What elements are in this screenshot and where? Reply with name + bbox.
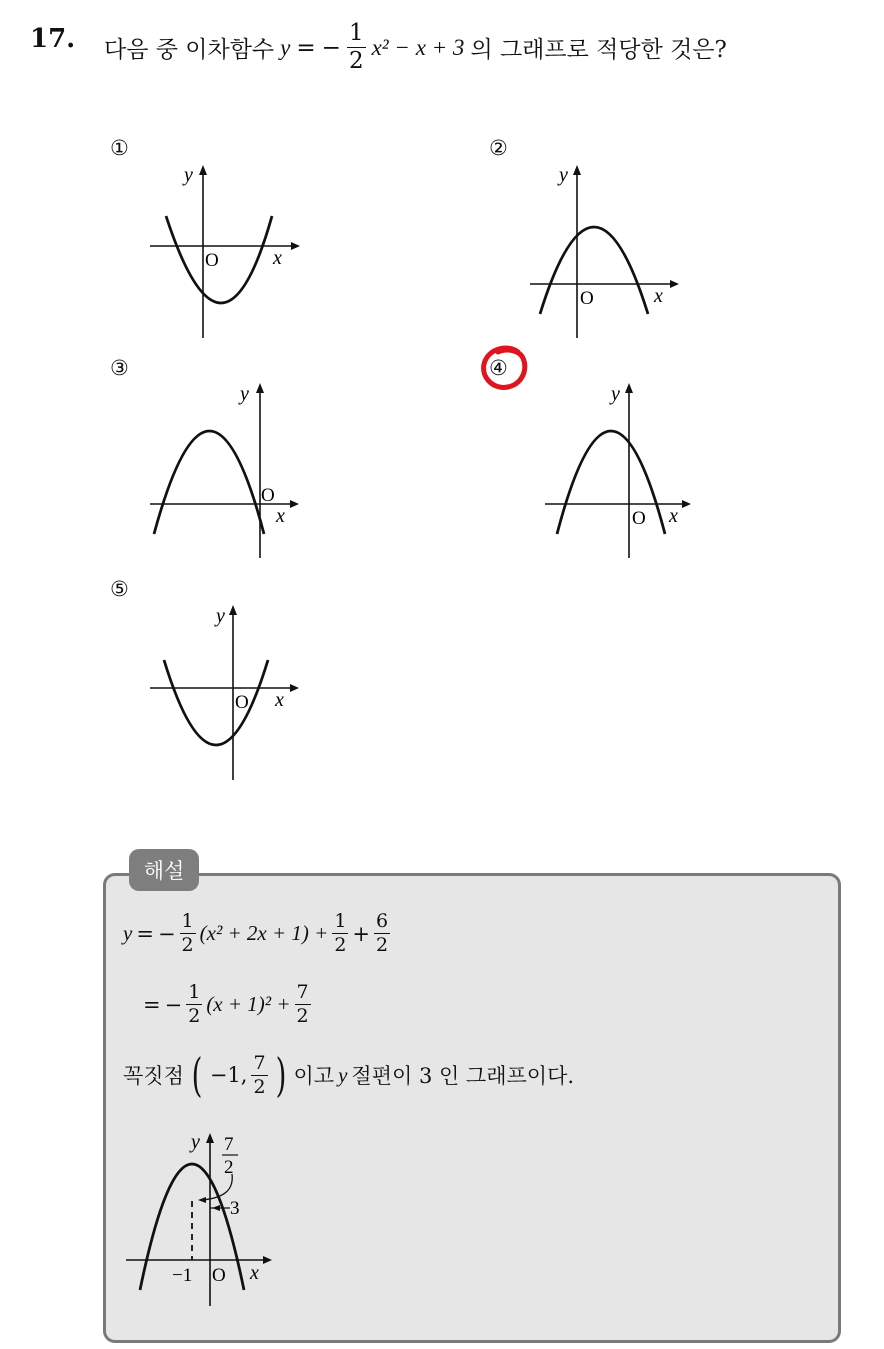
sol3-y: y [338,1062,348,1087]
vertex-x-label: −1 [172,1265,193,1286]
sol1-minus: − [157,921,176,946]
y-axis-label: y [559,164,568,186]
sol2-frac-1-num: 1 [188,981,201,1003]
choice-5-label[interactable]: ⑤ [110,577,129,601]
choice-1-label[interactable]: ① [110,136,129,160]
sol3-point: −1, [209,1063,248,1087]
sol1-frac-1-den: 2 [181,934,194,956]
sol1-frac-3-den: 2 [376,934,389,956]
eq-rest: x² − x + 3 [371,34,465,60]
sol1-frac-3-num: 6 [376,910,389,932]
sol1-frac-1-num: 1 [181,910,194,932]
choice-2-graph [520,160,690,345]
sol2-frac-2-den: 2 [296,1005,309,1027]
choice-3-label[interactable]: ③ [110,356,129,380]
x-axis-label: x [276,505,285,527]
sol3-frac-den: 2 [253,1075,266,1098]
sol2-frac-1 [186,983,202,1026]
x-axis-label: x [250,1262,259,1284]
sol3-frac-num: 7 [253,1051,266,1074]
sol3-rparen: ) [275,1048,286,1102]
solution-line-3 [123,1048,575,1102]
sol1-frac-2 [332,912,348,955]
sol2-minus: − [164,992,183,1017]
origin-label: O [580,288,594,309]
y-axis-label: y [184,164,193,186]
solution-line-2 [143,983,311,1026]
eq-fraction-num: 1 [348,20,364,46]
sol1-frac-3 [374,912,390,955]
sol2-mid: (x + 1)² + [206,992,291,1016]
sol2-eq: = [143,992,161,1017]
y-axis-label: y [216,605,225,627]
origin-label: O [261,485,275,506]
solution-line-1 [123,912,390,955]
question-text [104,22,727,73]
x-axis-label: x [275,689,284,711]
solution-tag: 해설 [129,849,199,891]
y-intercept-label: 3 [230,1198,240,1219]
question-number: 17. [30,24,76,54]
sol1-plus: + [352,921,371,946]
y-axis-label: y [240,383,249,405]
eq-minus: − [321,34,341,61]
sol3-suffix: 절편이 3 인 그래프이다. [351,1064,575,1088]
sol1-frac-1 [180,912,196,955]
y-axis-label: y [191,1131,200,1153]
sol3-prefix: 꼭짓점 [123,1064,184,1088]
sol3-frac [251,1051,267,1098]
origin-label: O [235,692,249,713]
choice-4-label[interactable]: ④ [489,356,508,380]
choice-5-graph [140,600,310,785]
sol1-eq: = [136,921,154,946]
question-text-after: 의 그래프로 적당한 것은? [470,37,727,63]
sol1-frac-2-num: 1 [334,910,347,932]
vertex-y-frac-den: 2 [224,1157,234,1178]
origin-label: O [632,508,646,529]
eq-fraction-den: 2 [348,48,364,74]
sol2-frac-2-num: 7 [296,981,309,1003]
x-axis-label: x [273,247,282,269]
origin-label: O [205,250,219,271]
sol3-mid: 이고 [293,1064,335,1088]
sol3-lparen: ( [191,1048,203,1102]
sol2-frac-2 [295,983,311,1026]
x-axis-label: x [654,285,663,307]
choice-3-graph [140,378,310,563]
solution-graph [118,1128,288,1313]
answer-mark-circle [478,342,532,394]
x-axis-label: x [669,505,678,527]
choice-1-graph [140,160,310,345]
sol1-y: y [123,921,133,945]
question-text-before: 다음 중 이차함수 [104,37,275,63]
sol1-frac-2-den: 2 [334,934,347,956]
eq-fraction [347,22,366,73]
origin-label: O [212,1265,226,1286]
choice-2-label[interactable]: ② [489,136,508,160]
eq-equals: = [296,34,316,61]
choice-4-graph [535,378,705,563]
y-axis-label: y [611,383,620,405]
sol1-mid: (x² + 2x + 1) + [199,921,329,945]
sol2-frac-1-den: 2 [188,1005,201,1027]
vertex-y-frac-num: 7 [224,1134,234,1155]
eq-y: y [280,34,291,60]
